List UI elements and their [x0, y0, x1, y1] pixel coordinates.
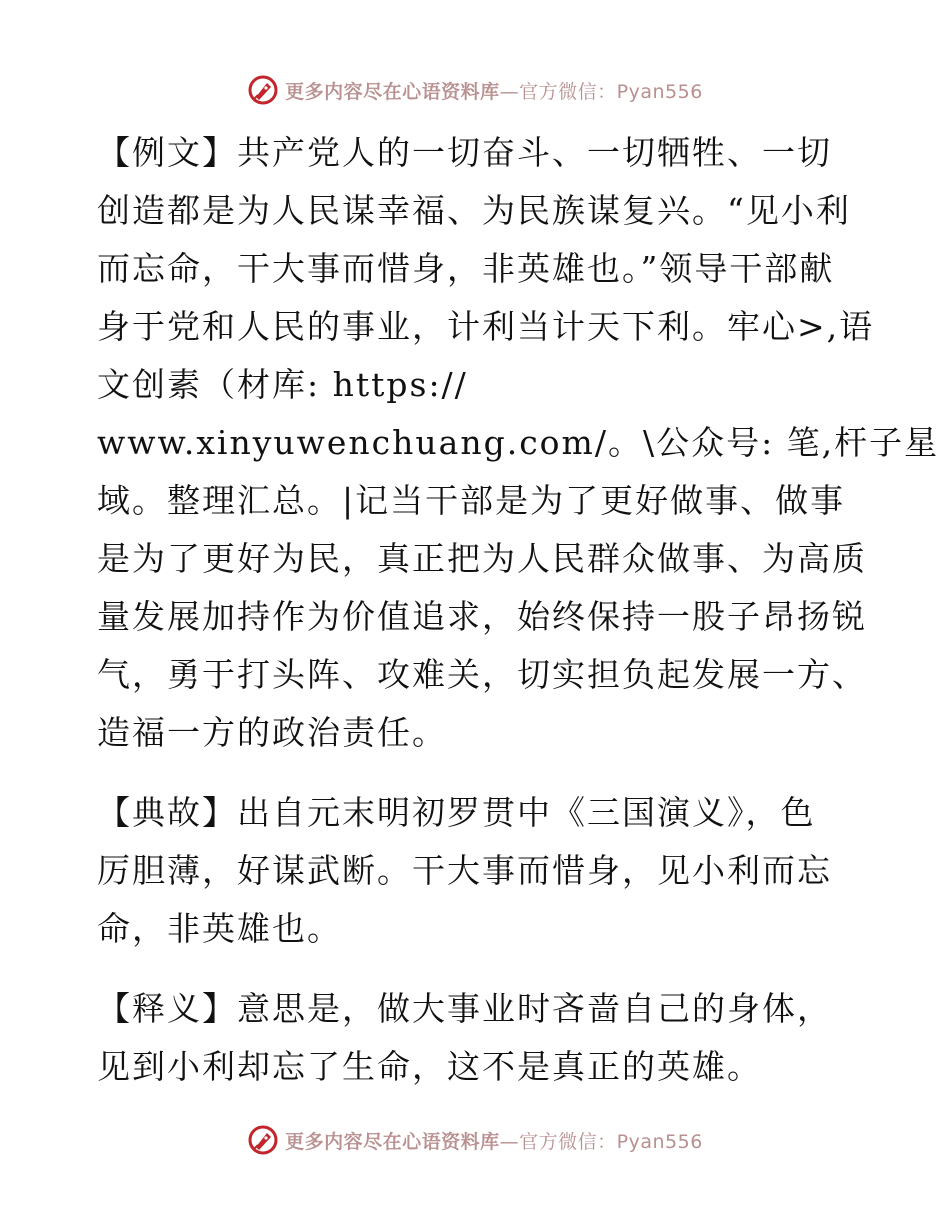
pen-nib-logo-icon: [247, 74, 279, 106]
text-line: 文创素（材库: https://: [97, 365, 468, 404]
text-line: 造福一方的政治责任。: [97, 713, 447, 752]
text-line: 【典故】出自元末明初罗贯中《三国演义》，色: [97, 793, 816, 832]
text-line: 见到小利却忘了生命，这不是真正的英雄。: [97, 1047, 762, 1086]
text-line: www.xinyuwenchuang.com/。\公众号: 笔,杆子星: [97, 423, 940, 462]
header-banner: [0, 70, 950, 110]
text-line: 厉胆薄，好谋武断。干大事而惜身，见小利而忘: [97, 851, 832, 890]
example-paragraph: [97, 124, 940, 762]
footer-banner-text: 更多内容尽在心语资料库—官方微信：Pyan556: [285, 1130, 703, 1153]
text-line: 是为了更好为民，真正把为人民群众做事、为高质: [97, 539, 867, 578]
footer-banner: [0, 1120, 950, 1160]
text-line: 域。整理汇总。|记当干部是为了更好做事、做事: [97, 481, 846, 520]
text-line: 命，非英雄也。: [97, 909, 342, 948]
pen-nib-logo-icon: [247, 1124, 279, 1156]
document-body: [97, 124, 940, 1096]
meaning-paragraph: [97, 980, 857, 1096]
text-line: 而忘命，干大事而惜身，非英雄也。”领导干部献: [97, 249, 835, 288]
allusion-paragraph: [97, 784, 857, 958]
text-line: 身于党和人民的事业，计利当计天下利。牢心>,语: [97, 307, 875, 346]
text-line: 【例文】共产党人的一切奋斗、一切牺牲、一切: [97, 133, 832, 172]
text-line: 气，勇于打头阵、攻难关，切实担负起发展一方、: [97, 655, 867, 694]
text-line: 量发展加持作为价值追求，始终保持一股子昂扬锐: [97, 597, 867, 636]
text-line: 创造都是为人民谋幸福、为民族谋复兴。“见小利: [97, 191, 851, 230]
header-banner-text: 更多内容尽在心语资料库—官方微信：Pyan556: [285, 80, 703, 103]
text-line: 【释义】意思是，做大事业时吝啬自己的身体，: [97, 989, 832, 1028]
